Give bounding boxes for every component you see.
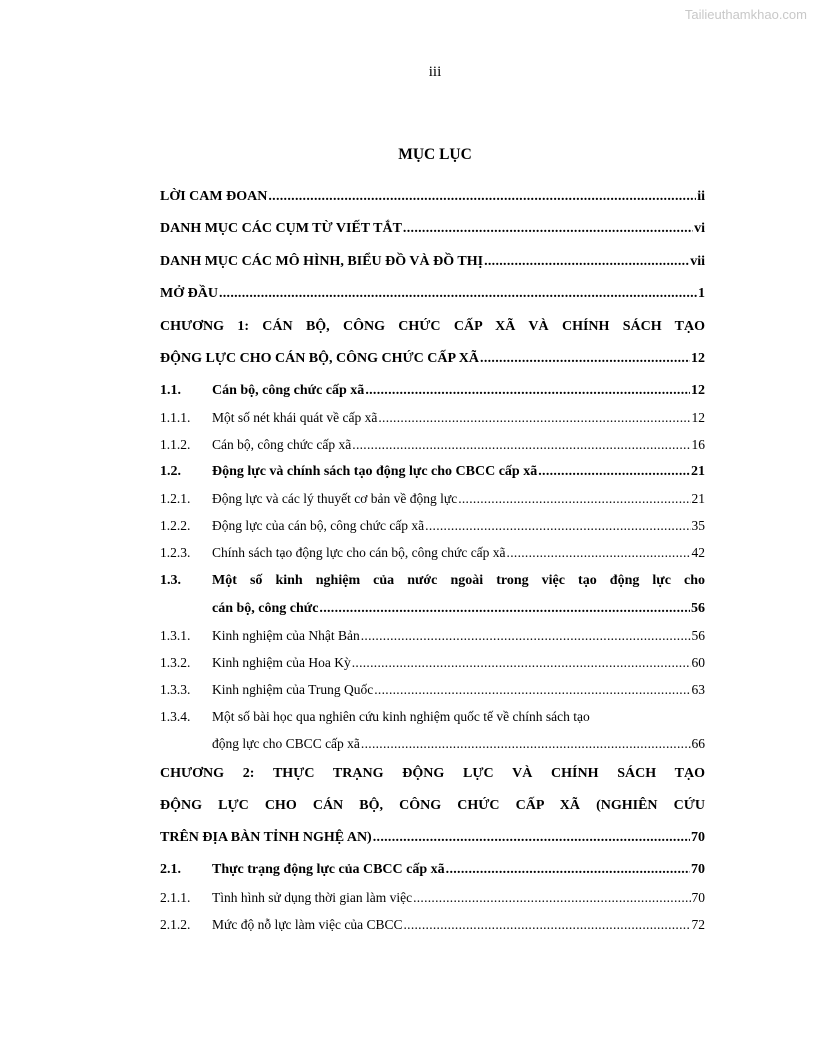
toc-entry-page: 21 bbox=[691, 491, 705, 506]
toc-entry-text: Động lực và chính sách tạo động lực cho CBCC cấp xã bbox=[212, 464, 538, 479]
toc-entry-danh-muc-mo-hinh[interactable] bbox=[160, 254, 705, 270]
dot-leader bbox=[484, 254, 689, 270]
toc-entry-text: DANH MỤC CÁC CỤM TỪ VIẾT TẮT bbox=[160, 221, 402, 236]
toc-entry-page: 70 bbox=[691, 830, 705, 845]
toc-entry-number: 1.3. bbox=[160, 573, 181, 588]
toc-entry-number: 1.1.1. bbox=[160, 410, 191, 425]
toc-entry-text: DANH MỤC CÁC MÔ HÌNH, BIỂU ĐỒ VÀ ĐỒ THỊ bbox=[160, 254, 484, 269]
toc-entry-text-line1: CHƯƠNG 1: CÁN BỘ, CÔNG CHỨC CẤP XÃ VÀ CHÍNH SÁCH TẠO bbox=[160, 319, 705, 334]
toc-entry-line2 bbox=[212, 601, 705, 617]
toc-entry-1-2-3[interactable] bbox=[160, 545, 705, 561]
watermark: Tailieuthamkhao.com bbox=[684, 7, 807, 22]
toc-entry-text-line1: Một số bài học qua nghiên cứu kinh nghiệm quốc tế về chính sách tạo bbox=[212, 709, 590, 724]
toc-entry-number: 1.3.2. bbox=[160, 655, 191, 670]
toc-entry-page: ii bbox=[697, 189, 705, 204]
dot-leader bbox=[446, 862, 690, 878]
dot-leader bbox=[373, 830, 690, 846]
toc-entry-danh-muc-viet-tat[interactable] bbox=[160, 221, 705, 237]
toc-entry-1-2-1[interactable] bbox=[160, 491, 705, 507]
toc-entry-text-line2: ĐỘNG LỰC CHO CÁN BỘ, CÔNG CHỨC CẤP XÃ bbox=[160, 351, 480, 366]
toc-entry-page: 12 bbox=[691, 410, 705, 425]
toc-entry-text-line2: ĐỘNG LỰC CHO CÁN BỘ, CÔNG CHỨC CẤP XÃ (NGHIÊN CỨU bbox=[160, 798, 705, 813]
toc-entry-line2 bbox=[160, 351, 705, 367]
dot-leader bbox=[361, 736, 691, 752]
dot-leader bbox=[425, 518, 690, 534]
toc-entry-text: Chính sách tạo động lực cho cán bộ, công chức cấp xã bbox=[212, 545, 506, 560]
toc-entry-number: 1.3.1. bbox=[160, 628, 191, 643]
toc-entry-page: 21 bbox=[691, 464, 705, 479]
toc-entry-page: 72 bbox=[691, 917, 705, 932]
dot-leader bbox=[458, 491, 690, 507]
toc-entry-page: 70 bbox=[691, 862, 705, 877]
dot-leader bbox=[361, 628, 691, 644]
page-title: MỤC LỤC bbox=[398, 146, 472, 163]
toc-entry-number: 2.1.2. bbox=[160, 917, 191, 932]
dot-leader bbox=[480, 351, 690, 367]
toc-entry-text: Kinh nghiệm của Nhật Bản bbox=[212, 628, 360, 643]
toc-entry-1-2[interactable] bbox=[160, 464, 705, 480]
toc-entry-1-3-1[interactable] bbox=[160, 628, 705, 644]
toc-entry-number: 1.2.1. bbox=[160, 491, 191, 506]
toc-entry-text: Động lực và các lý thuyết cơ bản về động lực bbox=[212, 491, 458, 506]
toc-entry-page: 63 bbox=[691, 682, 705, 697]
toc-entry-page: 12 bbox=[691, 383, 705, 398]
toc-entry-text-line1: Một số kinh nghiệm của nước ngoài trong việc tạo động lực cho bbox=[212, 573, 705, 588]
dot-leader bbox=[219, 286, 697, 302]
toc-entry-text: Tình hình sử dụng thời gian làm việc bbox=[212, 890, 413, 905]
toc-entry-1-1[interactable] bbox=[160, 383, 705, 399]
toc-entry-page: 70 bbox=[691, 890, 705, 905]
toc-entry-page: vi bbox=[694, 221, 705, 236]
toc-entry-text: MỞ ĐẦU bbox=[160, 286, 218, 301]
toc-entry-text: Thực trạng động lực của CBCC cấp xã bbox=[212, 862, 445, 877]
toc-entry-text-line3: TRÊN ĐỊA BÀN TỈNH NGHỆ AN) bbox=[160, 830, 372, 845]
toc-entry-page: 56 bbox=[691, 628, 705, 643]
toc-entry-line1 bbox=[160, 709, 705, 725]
dot-leader bbox=[352, 655, 691, 671]
toc-entry-number: 1.1. bbox=[160, 383, 181, 398]
toc-entry-line2 bbox=[212, 736, 705, 752]
dot-leader bbox=[374, 682, 690, 698]
toc-entry-1-1-1[interactable] bbox=[160, 410, 705, 426]
toc-entry-number: 1.2.2. bbox=[160, 518, 191, 533]
dot-leader bbox=[378, 410, 690, 426]
toc-entry-1-1-2[interactable] bbox=[160, 437, 705, 453]
dot-leader bbox=[507, 545, 691, 561]
dot-leader bbox=[413, 890, 690, 906]
toc-entry-2-1[interactable] bbox=[160, 862, 705, 878]
toc-entry-text-line1: CHƯƠNG 2: THỰC TRẠNG ĐỘNG LỰC VÀ CHÍNH SÁCH TẠO bbox=[160, 766, 705, 781]
toc-entry-mo-dau[interactable] bbox=[160, 286, 705, 302]
toc-entry-line1 bbox=[160, 573, 705, 589]
toc-entry-2-1-1[interactable] bbox=[160, 890, 705, 906]
page-number: iii bbox=[428, 64, 442, 80]
toc-entry-number: 1.2.3. bbox=[160, 545, 191, 560]
toc-entry-text: Động lực của cán bộ, công chức cấp xã bbox=[212, 518, 425, 533]
toc-entry-2-1-2[interactable] bbox=[160, 917, 705, 933]
dot-leader bbox=[403, 221, 693, 237]
toc-entry-number: 1.3.3. bbox=[160, 682, 191, 697]
toc-entry-page: vii bbox=[690, 254, 705, 269]
toc-entry-number: 1.1.2. bbox=[160, 437, 191, 452]
toc-entry-line3 bbox=[160, 830, 705, 846]
toc-entry-number: 2.1. bbox=[160, 862, 181, 877]
toc-entry-page: 56 bbox=[691, 601, 705, 616]
toc-entry-1-3-2[interactable] bbox=[160, 655, 705, 671]
toc-entry-number: 1.2. bbox=[160, 464, 181, 479]
dot-leader bbox=[319, 601, 690, 617]
toc-entry-text: Mức độ nỗ lực làm việc của CBCC bbox=[212, 917, 403, 932]
toc-entry-1-2-2[interactable] bbox=[160, 518, 705, 534]
dot-leader bbox=[538, 464, 690, 480]
toc-entry-page: 16 bbox=[691, 437, 705, 452]
dot-leader bbox=[352, 437, 690, 453]
toc-entry-number: 2.1.1. bbox=[160, 890, 191, 905]
toc-entry-page: 60 bbox=[691, 655, 705, 670]
toc-entry-loi-cam-doan[interactable] bbox=[160, 189, 705, 205]
toc-entry-1-3-3[interactable] bbox=[160, 682, 705, 698]
dot-leader bbox=[365, 383, 690, 399]
toc-entry-text-line2: cán bộ, công chức bbox=[212, 601, 319, 616]
toc-entry-text: Kinh nghiệm của Hoa Kỳ bbox=[212, 655, 351, 670]
dot-leader bbox=[403, 917, 690, 933]
toc-entry-page: 66 bbox=[691, 736, 705, 751]
toc-entry-page: 42 bbox=[691, 545, 705, 560]
toc-entry-text: Cán bộ, công chức cấp xã bbox=[212, 437, 352, 452]
toc-entry-text-line2: động lực cho CBCC cấp xã bbox=[212, 736, 360, 751]
toc-entry-text: LỜI CAM ĐOAN bbox=[160, 189, 268, 204]
toc-entry-text: Kinh nghiệm của Trung Quốc bbox=[212, 682, 374, 697]
toc-entry-page: 12 bbox=[691, 351, 705, 366]
toc-entry-text: Một số nét khái quát về cấp xã bbox=[212, 410, 378, 425]
toc-entry-text: Cán bộ, công chức cấp xã bbox=[212, 383, 365, 398]
toc-entry-page: 1 bbox=[698, 286, 705, 301]
toc-entry-page: 35 bbox=[691, 518, 705, 533]
dot-leader bbox=[268, 189, 696, 205]
toc-entry-number: 1.3.4. bbox=[160, 709, 191, 724]
